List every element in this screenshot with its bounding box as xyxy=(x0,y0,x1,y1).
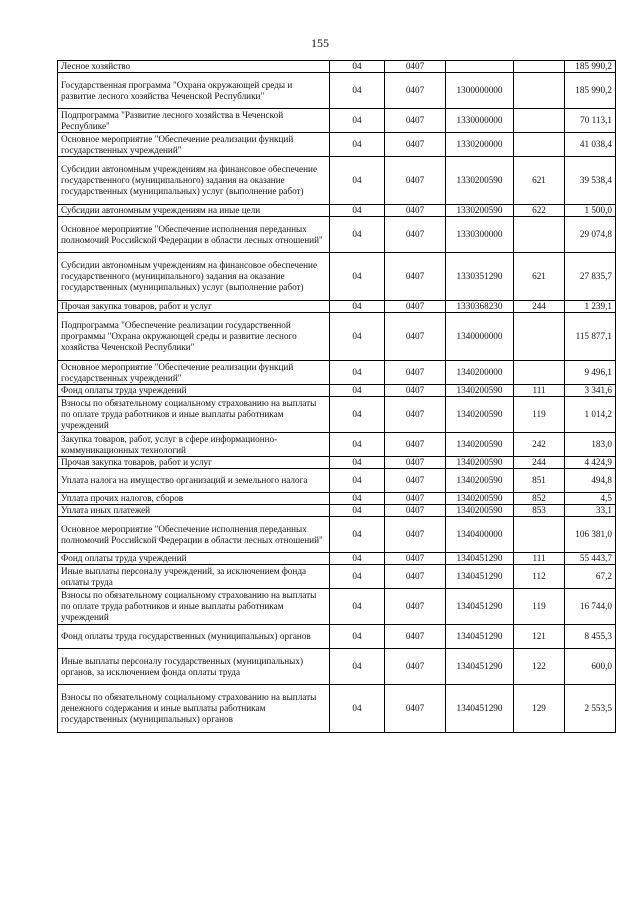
row-target-article-cell: 1340000000 xyxy=(446,313,514,361)
row-target-article-cell: 1340451290 xyxy=(446,625,514,649)
row-expense-type-cell: 242 xyxy=(514,433,565,457)
row-name-cell: Основное мероприятие "Обеспечение исполнения переданных полномочий Российской Федерации в области лесных отношений" xyxy=(58,217,330,253)
row-subsection-cell: 0407 xyxy=(385,469,446,493)
row-target-article-cell: 1330200590 xyxy=(446,157,514,205)
table-row xyxy=(58,109,616,133)
table-row xyxy=(58,157,616,205)
table-row xyxy=(58,361,616,385)
row-name-cell: Субсидии автономным учреждениям на иные цели xyxy=(58,205,330,217)
row-name-cell: Основное мероприятие "Обеспечение реализации функций государственных учреждений" xyxy=(58,133,330,157)
row-section-cell: 04 xyxy=(330,457,385,469)
row-section-cell: 04 xyxy=(330,385,385,397)
row-subsection-cell: 0407 xyxy=(385,361,446,385)
row-subsection-cell: 0407 xyxy=(385,517,446,553)
row-section-cell: 04 xyxy=(330,433,385,457)
table-row xyxy=(58,493,616,505)
row-target-article-cell: 1330368230 xyxy=(446,301,514,313)
row-amount-cell: 41 038,4 xyxy=(565,133,616,157)
row-expense-type-cell xyxy=(514,109,565,133)
row-target-article-cell: 1340451290 xyxy=(446,649,514,685)
row-name-cell: Фонд оплаты труда учреждений xyxy=(58,385,330,397)
row-name-cell: Субсидии автономным учреждениям на финансовое обеспечение государственного (муниципального) задания на оказание государственных (муниципальных) услуг (выполнение работ) xyxy=(58,253,330,301)
row-amount-cell: 1 239,1 xyxy=(565,301,616,313)
row-name-cell: Лесное хозяйство xyxy=(58,61,330,73)
row-name-cell: Закупка товаров, работ, услуг в сфере информационно-коммуникационных технологий xyxy=(58,433,330,457)
row-section-cell: 04 xyxy=(330,469,385,493)
row-subsection-cell: 0407 xyxy=(385,397,446,433)
row-amount-cell: 1 500,0 xyxy=(565,205,616,217)
row-section-cell: 04 xyxy=(330,109,385,133)
row-amount-cell: 4 424,9 xyxy=(565,457,616,469)
table-row xyxy=(58,73,616,109)
row-section-cell: 04 xyxy=(330,553,385,565)
row-section-cell: 04 xyxy=(330,217,385,253)
row-target-article-cell: 1330351290 xyxy=(446,253,514,301)
row-amount-cell: 106 381,0 xyxy=(565,517,616,553)
row-expense-type-cell: 129 xyxy=(514,685,565,733)
row-amount-cell: 183,0 xyxy=(565,433,616,457)
row-subsection-cell: 0407 xyxy=(385,649,446,685)
row-section-cell: 04 xyxy=(330,313,385,361)
row-subsection-cell: 0407 xyxy=(385,685,446,733)
row-expense-type-cell: 621 xyxy=(514,253,565,301)
row-target-article-cell: 1340451290 xyxy=(446,685,514,733)
row-expense-type-cell: 121 xyxy=(514,625,565,649)
row-amount-cell: 27 835,7 xyxy=(565,253,616,301)
row-name-cell: Взносы по обязательному социальному страхованию на выплаты денежного содержания и иные выплаты работникам государственных (муниципальных) органов xyxy=(58,685,330,733)
row-section-cell: 04 xyxy=(330,493,385,505)
row-target-article-cell: 1340200000 xyxy=(446,361,514,385)
row-expense-type-cell: 621 xyxy=(514,157,565,205)
row-expense-type-cell: 852 xyxy=(514,493,565,505)
table-row xyxy=(58,313,616,361)
row-target-article-cell: 1330200590 xyxy=(446,205,514,217)
row-name-cell: Взносы по обязательному социальному страхованию на выплаты по оплате труда работников и иные выплаты работникам учреждений xyxy=(58,589,330,625)
table-row xyxy=(58,61,616,73)
budget-table xyxy=(57,60,616,733)
row-subsection-cell: 0407 xyxy=(385,505,446,517)
row-expense-type-cell xyxy=(514,217,565,253)
table-row xyxy=(58,433,616,457)
row-subsection-cell: 0407 xyxy=(385,301,446,313)
row-amount-cell: 185 990,2 xyxy=(565,73,616,109)
row-subsection-cell: 0407 xyxy=(385,253,446,301)
row-name-cell: Основное мероприятие "Обеспечение реализации функций государственных учреждений" xyxy=(58,361,330,385)
row-amount-cell: 3 341,6 xyxy=(565,385,616,397)
row-amount-cell: 29 074,8 xyxy=(565,217,616,253)
row-amount-cell: 16 744,0 xyxy=(565,589,616,625)
row-name-cell: Уплата налога на имущество организаций и земельного налога xyxy=(58,469,330,493)
row-amount-cell: 494,8 xyxy=(565,469,616,493)
table-row xyxy=(58,457,616,469)
budget-table-body xyxy=(58,61,616,733)
row-expense-type-cell: 622 xyxy=(514,205,565,217)
table-row xyxy=(58,133,616,157)
row-expense-type-cell xyxy=(514,73,565,109)
row-amount-cell: 115 877,1 xyxy=(565,313,616,361)
row-expense-type-cell: 111 xyxy=(514,553,565,565)
row-name-cell: Иные выплаты персоналу учреждений, за исключением фонда оплаты труда xyxy=(58,565,330,589)
row-section-cell: 04 xyxy=(330,589,385,625)
row-amount-cell: 600,0 xyxy=(565,649,616,685)
row-subsection-cell: 0407 xyxy=(385,625,446,649)
row-amount-cell: 67,2 xyxy=(565,565,616,589)
row-subsection-cell: 0407 xyxy=(385,217,446,253)
row-target-article-cell: 1330000000 xyxy=(446,109,514,133)
row-section-cell: 04 xyxy=(330,685,385,733)
table-row xyxy=(58,649,616,685)
row-amount-cell: 70 113,1 xyxy=(565,109,616,133)
row-target-article-cell: 1340200590 xyxy=(446,433,514,457)
row-name-cell: Фонд оплаты труда государственных (муниципальных) органов xyxy=(58,625,330,649)
row-subsection-cell: 0407 xyxy=(385,61,446,73)
row-name-cell: Уплата прочих налогов, сборов xyxy=(58,493,330,505)
row-name-cell: Взносы по обязательному социальному страхованию на выплаты по оплате труда работников и иные выплаты работникам учреждений xyxy=(58,397,330,433)
row-subsection-cell: 0407 xyxy=(385,133,446,157)
table-row xyxy=(58,397,616,433)
row-subsection-cell: 0407 xyxy=(385,589,446,625)
row-section-cell: 04 xyxy=(330,505,385,517)
table-row xyxy=(58,685,616,733)
table-row xyxy=(58,385,616,397)
row-amount-cell: 33,1 xyxy=(565,505,616,517)
row-subsection-cell: 0407 xyxy=(385,493,446,505)
row-target-article-cell: 1340200590 xyxy=(446,385,514,397)
row-name-cell: Субсидии автономным учреждениям на финансовое обеспечение государственного (муниципального) задания на оказание государственных (муниципальных) услуг (выполнение работ) xyxy=(58,157,330,205)
row-amount-cell: 4,5 xyxy=(565,493,616,505)
row-target-article-cell: 1340200590 xyxy=(446,457,514,469)
row-expense-type-cell: 853 xyxy=(514,505,565,517)
row-amount-cell: 39 538,4 xyxy=(565,157,616,205)
row-subsection-cell: 0407 xyxy=(385,553,446,565)
row-expense-type-cell: 111 xyxy=(514,385,565,397)
row-name-cell: Прочая закупка товаров, работ и услуг xyxy=(58,301,330,313)
row-expense-type-cell xyxy=(514,133,565,157)
row-target-article-cell: 1340451290 xyxy=(446,565,514,589)
row-target-article-cell: 1300000000 xyxy=(446,73,514,109)
table-row xyxy=(58,301,616,313)
row-expense-type-cell xyxy=(514,361,565,385)
table-row xyxy=(58,517,616,553)
row-name-cell: Прочая закупка товаров, работ и услуг xyxy=(58,457,330,469)
row-section-cell: 04 xyxy=(330,61,385,73)
row-expense-type-cell: 119 xyxy=(514,589,565,625)
row-section-cell: 04 xyxy=(330,205,385,217)
row-expense-type-cell: 122 xyxy=(514,649,565,685)
row-subsection-cell: 0407 xyxy=(385,457,446,469)
row-subsection-cell: 0407 xyxy=(385,433,446,457)
row-subsection-cell: 0407 xyxy=(385,73,446,109)
row-subsection-cell: 0407 xyxy=(385,109,446,133)
table-row xyxy=(58,553,616,565)
table-row xyxy=(58,217,616,253)
row-section-cell: 04 xyxy=(330,625,385,649)
row-section-cell: 04 xyxy=(330,157,385,205)
row-name-cell: Фонд оплаты труда учреждений xyxy=(58,553,330,565)
row-expense-type-cell: 244 xyxy=(514,457,565,469)
row-amount-cell: 1 014,2 xyxy=(565,397,616,433)
row-target-article-cell: 1330300000 xyxy=(446,217,514,253)
table-row xyxy=(58,589,616,625)
row-subsection-cell: 0407 xyxy=(385,157,446,205)
row-name-cell: Уплата иных платежей xyxy=(58,505,330,517)
row-section-cell: 04 xyxy=(330,649,385,685)
row-expense-type-cell: 851 xyxy=(514,469,565,493)
table-row xyxy=(58,625,616,649)
row-section-cell: 04 xyxy=(330,397,385,433)
row-amount-cell: 9 496,1 xyxy=(565,361,616,385)
row-section-cell: 04 xyxy=(330,301,385,313)
row-section-cell: 04 xyxy=(330,73,385,109)
table-row xyxy=(58,565,616,589)
row-name-cell: Основное мероприятие "Обеспечение исполнения переданных полномочий Российской Федерации в области лесных отношений" xyxy=(58,517,330,553)
row-expense-type-cell: 119 xyxy=(514,397,565,433)
row-subsection-cell: 0407 xyxy=(385,313,446,361)
row-target-article-cell: 1340200590 xyxy=(446,493,514,505)
table-row xyxy=(58,253,616,301)
row-amount-cell: 8 455,3 xyxy=(565,625,616,649)
row-expense-type-cell: 244 xyxy=(514,301,565,313)
row-section-cell: 04 xyxy=(330,361,385,385)
row-amount-cell: 55 443,7 xyxy=(565,553,616,565)
row-name-cell: Иные выплаты персоналу государственных (муниципальных) органов, за исключением фонда оплаты труда xyxy=(58,649,330,685)
page-number: 155 xyxy=(311,36,329,50)
table-row xyxy=(58,469,616,493)
row-section-cell: 04 xyxy=(330,253,385,301)
row-target-article-cell: 1340400000 xyxy=(446,517,514,553)
row-target-article-cell: 1340200590 xyxy=(446,505,514,517)
row-target-article-cell: 1330200000 xyxy=(446,133,514,157)
row-target-article-cell xyxy=(446,61,514,73)
row-expense-type-cell xyxy=(514,313,565,361)
table-row xyxy=(58,205,616,217)
row-subsection-cell: 0407 xyxy=(385,565,446,589)
row-target-article-cell: 1340200590 xyxy=(446,469,514,493)
row-target-article-cell: 1340200590 xyxy=(446,397,514,433)
row-name-cell: Государственная программа "Охрана окружающей среды и развитие лесного хозяйства Чеченской Республики" xyxy=(58,73,330,109)
row-expense-type-cell: 112 xyxy=(514,565,565,589)
row-target-article-cell: 1340451290 xyxy=(446,589,514,625)
row-subsection-cell: 0407 xyxy=(385,385,446,397)
row-amount-cell: 2 553,5 xyxy=(565,685,616,733)
row-target-article-cell: 1340451290 xyxy=(446,553,514,565)
row-section-cell: 04 xyxy=(330,517,385,553)
row-name-cell: Подпрограмма "Развитие лесного хозяйства в Чеченской Республике" xyxy=(58,109,330,133)
row-expense-type-cell xyxy=(514,61,565,73)
row-expense-type-cell xyxy=(514,517,565,553)
table-row xyxy=(58,505,616,517)
row-amount-cell: 185 990,2 xyxy=(565,61,616,73)
row-subsection-cell: 0407 xyxy=(385,205,446,217)
row-section-cell: 04 xyxy=(330,133,385,157)
row-name-cell: Подпрограмма "Обеспечение реализации государственной программы "Охрана окружающей среды и развитие лесного хозяйства Чеченской Республики" xyxy=(58,313,330,361)
row-section-cell: 04 xyxy=(330,565,385,589)
